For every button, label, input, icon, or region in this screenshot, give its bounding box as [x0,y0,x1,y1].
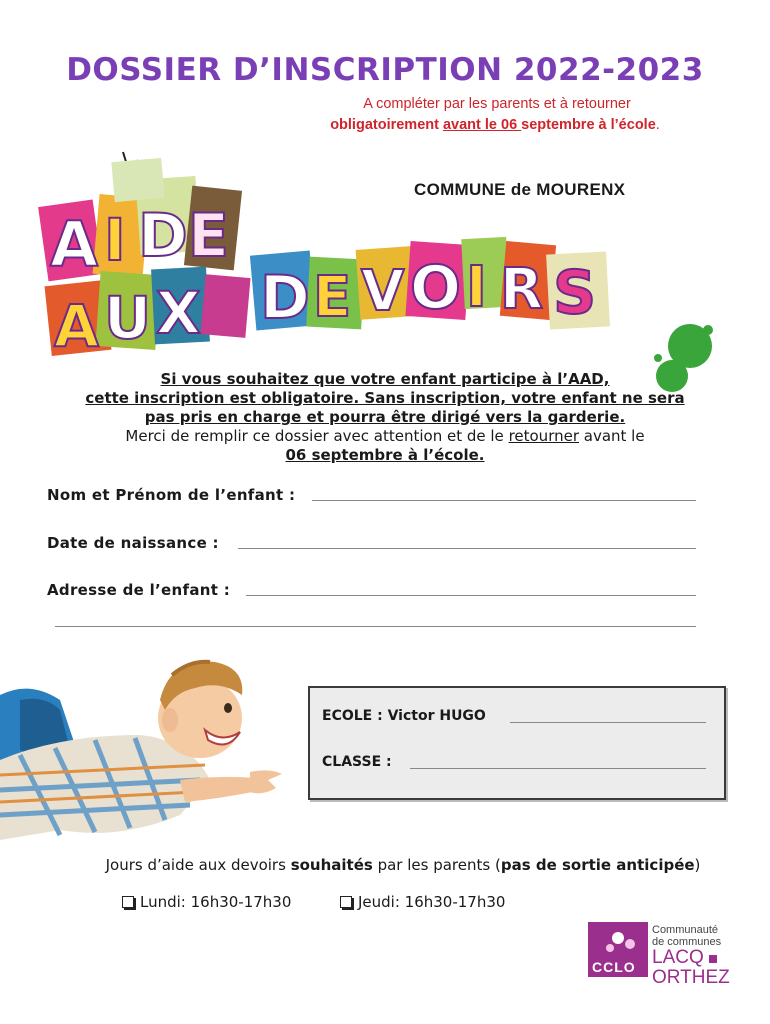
lundi-checkbox[interactable] [122,896,134,908]
days-intro [0,856,770,874]
svg-text:O: O [410,253,462,323]
days-intro-b: souhaités [290,856,373,874]
footer-line3-wrap [652,948,730,968]
nom-field[interactable] [312,500,696,501]
svg-text:U: U [104,284,152,352]
adresse-field[interactable] [246,595,696,596]
svg-text:A: A [50,208,98,281]
subtitle-part-c: septembre à l’école [521,117,656,133]
cclo-logo-badge [588,922,648,977]
svg-text:D: D [260,263,310,333]
footer-line3: LACQ [652,947,704,968]
notice-normal-line [0,427,770,446]
svg-text:S: S [553,258,597,328]
notice-normal-b: retourner [508,427,579,445]
notice-normal-c: avant le [579,427,645,445]
subtitle-part-d: . [655,117,660,133]
classe-label: CLASSE : [322,754,392,770]
adresse-label: Adresse de l’enfant : [47,581,231,599]
ecole-box [308,686,726,800]
notice-bold-line3: pas pris en charge et pourra être dirigé vers la garderie. [144,408,626,426]
jeudi-label: Jeudi: 16h30-17h30 [358,893,506,911]
nom-label: Nom et Prénom de l’enfant : [47,486,296,504]
svg-text:V: V [361,259,405,324]
days-intro-e: ) [694,856,701,874]
ecole-field[interactable] [510,722,706,723]
classe-field[interactable] [410,768,706,769]
subtitle-line1: A compléter par les parents et à retourner [363,96,631,112]
svg-text:A: A [54,292,99,360]
notice-normal-a: Merci de remplir ce dossier avec attention et de le [125,427,509,445]
svg-text:D: D [138,201,188,271]
day-option-lundi[interactable] [122,893,291,911]
commune-label: COMMUNE de MOURENX [414,180,626,199]
svg-text:X: X [156,279,201,347]
aide-aux-devoirs-logo [38,148,638,363]
notice-bold-line2: cette inscription est obligatoire. Sans inscription, votre enfant ne sera [85,389,685,407]
cclo-badge-text: CCLO [592,959,636,975]
days-intro-a: Jours d’aide aux devoirs [105,856,291,874]
date-field[interactable] [238,548,696,549]
registration-notice [0,370,770,465]
square-icon [709,955,717,963]
footer-line2: de communes [652,936,722,948]
date-label: Date de naissance : [47,534,219,552]
jeudi-checkbox[interactable] [340,896,352,908]
days-intro-d: pas de sortie anticipée [500,856,695,874]
days-intro-c: par les parents ( [372,856,501,874]
day-option-jeudi[interactable] [340,893,505,911]
subtitle-part-a: obligatoirement [330,117,443,133]
svg-text:E: E [188,201,229,271]
svg-text:E: E [313,265,352,330]
adresse-field-line2[interactable] [55,626,696,627]
svg-text:I: I [466,255,487,320]
footer-logo-text [652,924,730,988]
lundi-label: Lundi: 16h30-17h30 [140,893,292,911]
page-title: DOSSIER D’INSCRIPTION 2022-2023 [66,52,704,88]
svg-text:I: I [104,206,126,274]
subtitle-line2 [0,117,770,133]
footer-line4: ORTHEZ [652,967,730,988]
ecole-label: ECOLE : Victor HUGO [322,708,486,724]
footer-line1: Communauté [652,924,719,936]
subtitle-part-b: avant le 06 [442,117,522,133]
svg-text:R: R [500,257,544,322]
notice-bold-line1: Si vous souhaitez que votre enfant participe à l’AAD, [160,370,610,388]
notice-deadline: 06 septembre à l’école. [285,446,485,464]
boy-illustration [0,640,300,850]
